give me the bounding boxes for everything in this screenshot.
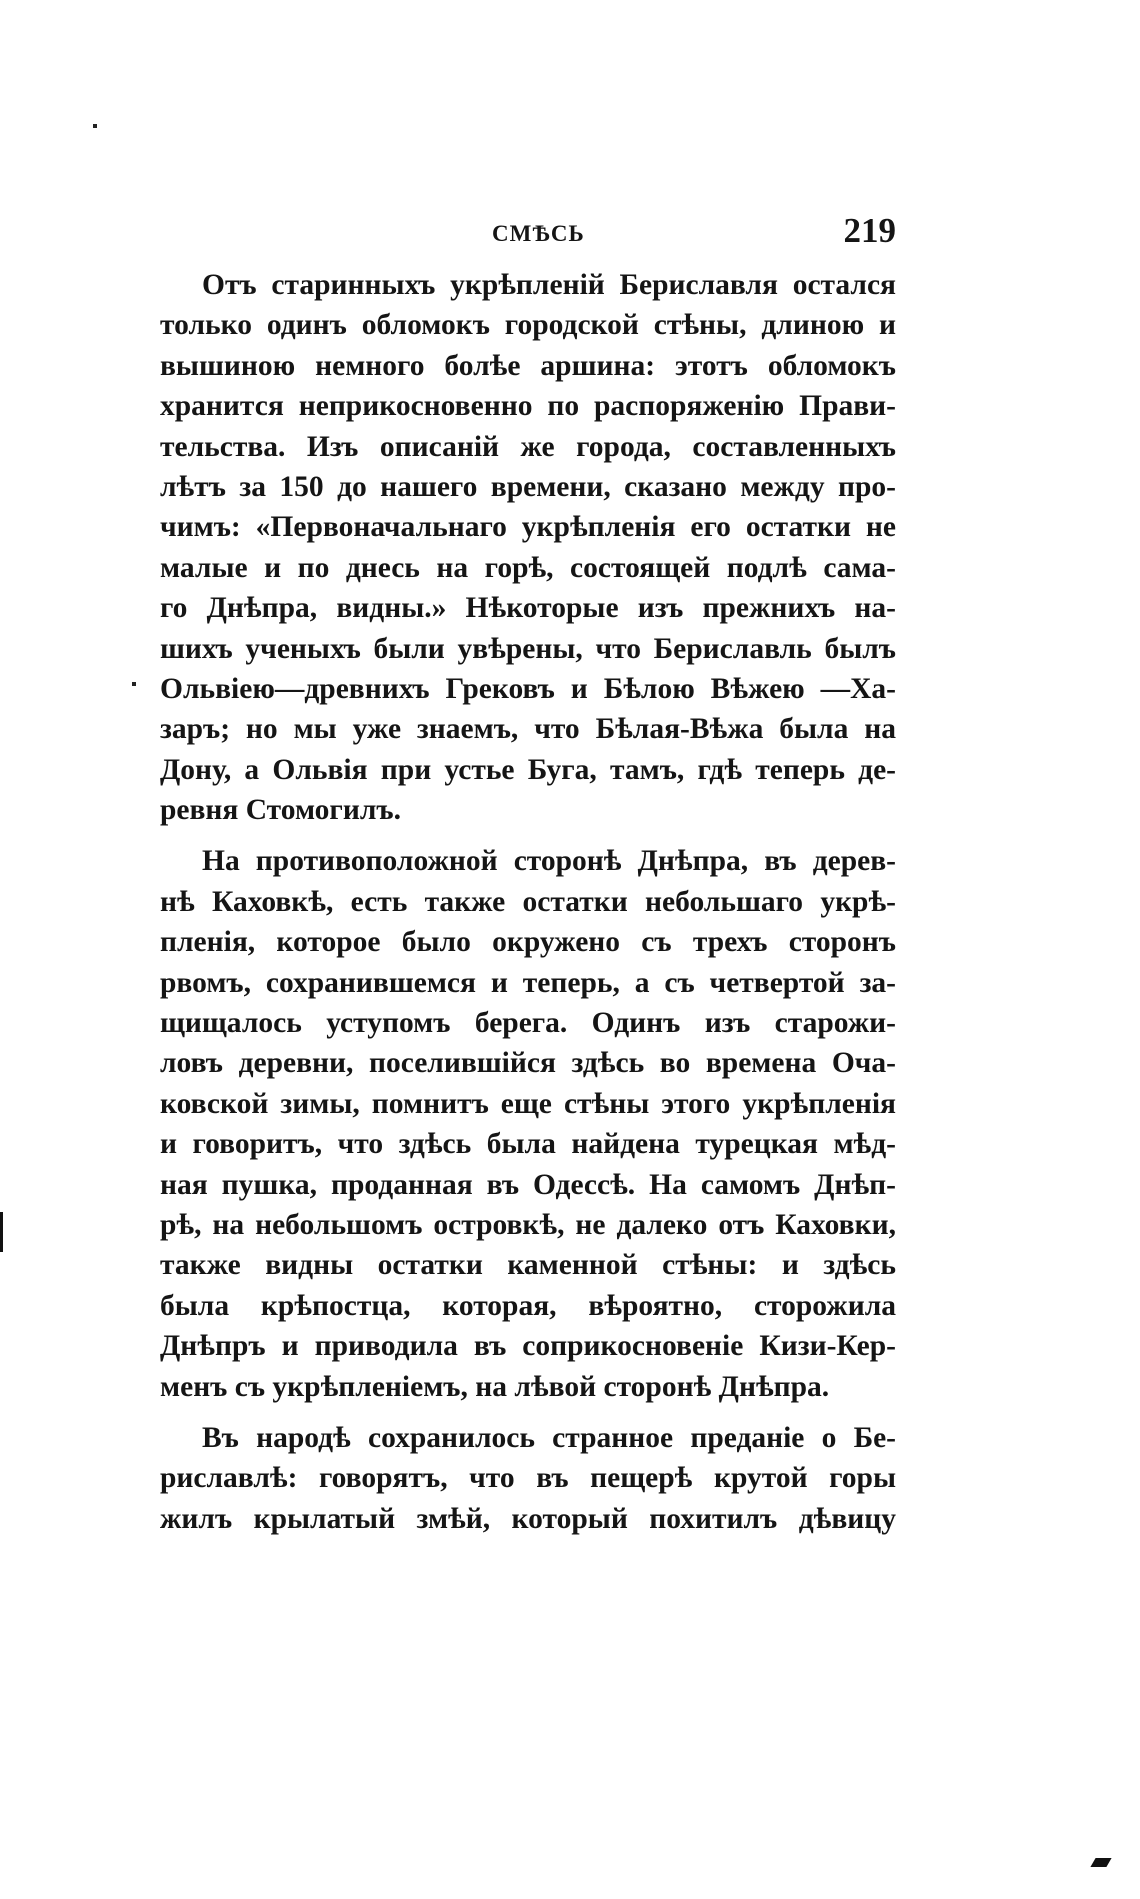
text-line: жилъ крылатый змѣй, который похитилъ дѣвицу bbox=[160, 1502, 896, 1535]
paragraph bbox=[160, 265, 896, 830]
text-line: вышиною немного болѣе аршина: этотъ обломокъ bbox=[160, 349, 896, 382]
margin-speck bbox=[132, 682, 136, 686]
margin-speck bbox=[93, 124, 97, 128]
text-line: ковской зимы, помнитъ еще стѣны этого укрѣпленія bbox=[160, 1087, 896, 1120]
text-line: хранится неприкосновенно по распоряженію Прави- bbox=[160, 390, 896, 423]
text-line: только одинъ обломокъ городской стѣны, длиною и bbox=[160, 309, 896, 342]
text-line: рѣ, на небольшомъ островкѣ, не далеко отъ Каховки, bbox=[160, 1208, 896, 1241]
text-line: нѣ Каховкѣ, есть также остатки небольшаго укрѣ- bbox=[160, 885, 896, 918]
text-line: ловъ деревни, поселившійся здѣсь во времена Оча- bbox=[160, 1047, 896, 1080]
text-line: рвомъ, сохранившемся и теперь, а съ четвертой за- bbox=[160, 966, 896, 999]
text-line: менъ съ укрѣпленіемъ, на лѣвой сторонѣ Днѣпра. bbox=[160, 1370, 830, 1403]
text-line: Отъ старинныхъ укрѣпленій Бериславля остался bbox=[202, 269, 896, 301]
text-line: лѣтъ за 150 до нашего времени, сказано между про- bbox=[160, 470, 896, 503]
text-line: Днѣпръ и приводила въ соприкосновеніе Кизи-Кер- bbox=[160, 1330, 896, 1363]
text-line: и говоритъ, что здѣсь была найдена турецкая мѣд- bbox=[160, 1128, 896, 1161]
text-line: щищалось уступомъ берега. Одинъ изъ старожи- bbox=[160, 1007, 896, 1040]
page-header bbox=[160, 211, 896, 255]
running-head: СМѢСЬ bbox=[492, 221, 585, 246]
scan-corner-mark bbox=[1090, 1858, 1111, 1867]
text-line: тельства. Изъ описаній же города, составленныхъ bbox=[160, 430, 896, 463]
text-line: Ольвіею—древнихъ Грековъ и Бѣлою Вѣжею —Ха- bbox=[160, 672, 896, 705]
text-line: Въ народѣ сохранилось странное преданіе о Бе- bbox=[202, 1421, 896, 1454]
text-line: малые и по днесь на горѣ, состоящей подлѣ сама- bbox=[160, 551, 896, 584]
scan-edge-mark bbox=[0, 1212, 3, 1252]
text-line: заръ; но мы уже знаемъ, что Бѣлая-Вѣжа была на bbox=[160, 713, 896, 746]
body-text bbox=[160, 265, 896, 1539]
text-line: также видны остатки каменной стѣны: и здѣсь bbox=[160, 1249, 896, 1282]
text-line: го Днѣпра, видны.» Нѣкоторые изъ прежнихъ на- bbox=[160, 592, 896, 625]
text-line: Дону, а Ольвія при устье Буга, тамъ, гдѣ теперь де- bbox=[160, 753, 896, 786]
text-line: На противоположной сторонѣ Днѣпра, въ дерев- bbox=[202, 845, 896, 878]
text-line: риславлѣ: говорятъ, что въ пещерѣ крутой горы bbox=[160, 1462, 896, 1495]
text-line: ревня Стомогилъ. bbox=[160, 794, 401, 827]
page-number: 219 bbox=[843, 211, 896, 250]
paragraph bbox=[160, 841, 896, 1406]
text-line: пленія, которое было окружено съ трехъ сторонъ bbox=[160, 926, 896, 959]
text-line: была крѣпостца, которая, вѣроятно, сторожила bbox=[160, 1289, 896, 1322]
text-line: ная пушка, проданная въ Одессѣ. На самомъ Днѣп- bbox=[160, 1168, 896, 1201]
paragraph bbox=[160, 1418, 896, 1539]
text-line: шихъ ученыхъ были увѣрены, что Бериславль былъ bbox=[160, 632, 896, 665]
text-line: чимъ: «Первоначальнаго укрѣпленія его остатки не bbox=[160, 511, 896, 544]
